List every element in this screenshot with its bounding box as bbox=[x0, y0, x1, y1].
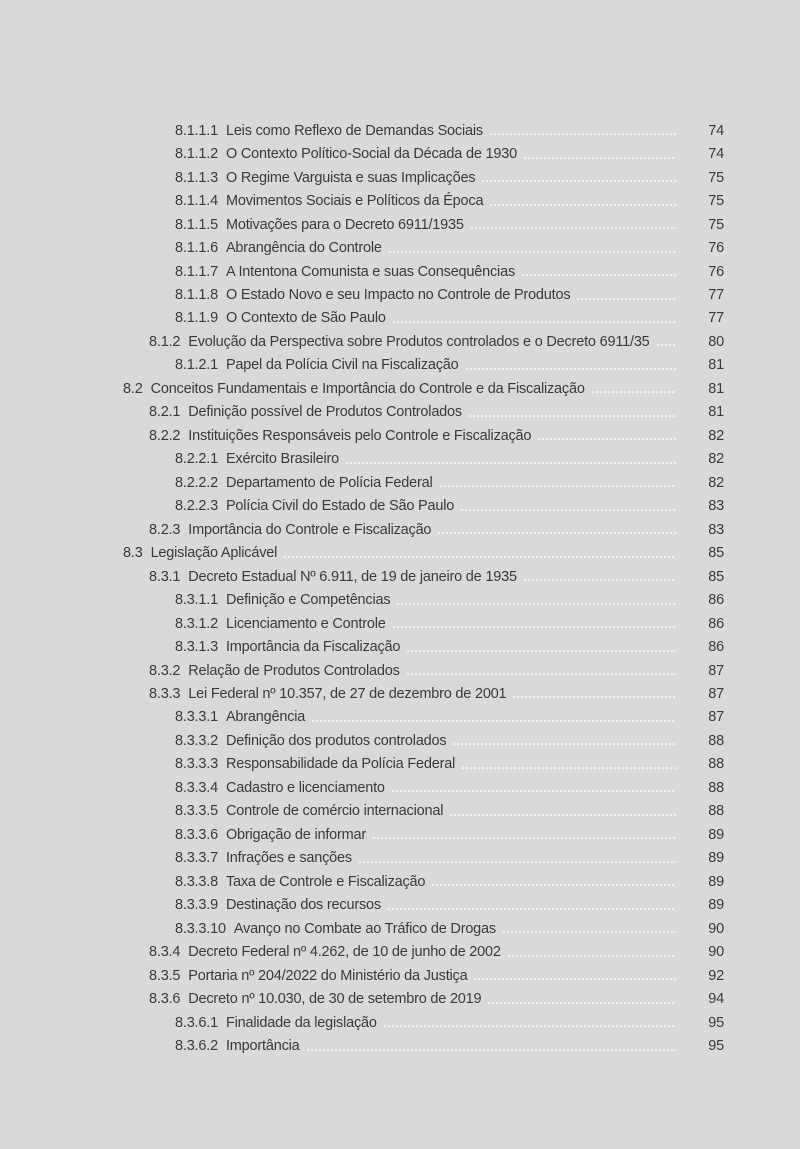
entry-page-number: 88 bbox=[708, 732, 724, 749]
dot-leader bbox=[384, 1025, 676, 1028]
entry-title: Departamento de Polícia Federal bbox=[225, 474, 433, 491]
dot-leader bbox=[577, 298, 676, 301]
dot-leader bbox=[393, 321, 676, 324]
entry-page-number: 85 bbox=[708, 545, 724, 562]
toc-entry[interactable] bbox=[123, 823, 724, 846]
entry-number: 8.3.6.1 bbox=[175, 1014, 218, 1031]
entry-page-number: 76 bbox=[708, 240, 724, 257]
entry-title: Controle de comércio internacional bbox=[225, 803, 444, 820]
entry-title: Evolução da Perspectiva sobre Produtos controlados e o Decreto 6911/35 bbox=[188, 333, 650, 350]
entry-title: Importância bbox=[225, 1038, 300, 1055]
toc-entry[interactable] bbox=[123, 940, 724, 963]
entry-number: 8.3.3 bbox=[149, 685, 181, 702]
entry-title: Instituições Responsáveis pelo Controle e Fiscalização bbox=[188, 427, 532, 444]
dot-leader bbox=[592, 391, 676, 394]
entry-page-number: 82 bbox=[708, 474, 724, 491]
entry-title: Leis como Reflexo de Demandas Sociais bbox=[225, 122, 483, 139]
dot-leader bbox=[462, 767, 676, 770]
entry-number: 8.3.4 bbox=[149, 944, 181, 961]
toc-entry[interactable] bbox=[123, 964, 724, 987]
toc-entry[interactable] bbox=[123, 448, 724, 471]
toc-entry[interactable] bbox=[123, 706, 724, 729]
toc-entry[interactable] bbox=[123, 142, 724, 165]
entry-page-number: 87 bbox=[708, 685, 724, 702]
entry-page-number: 94 bbox=[708, 991, 724, 1008]
toc-entry[interactable] bbox=[123, 729, 724, 752]
dot-leader bbox=[393, 626, 676, 629]
toc-entry[interactable] bbox=[123, 659, 724, 682]
entry-title: O Contexto de São Paulo bbox=[225, 310, 386, 327]
dot-leader bbox=[503, 931, 676, 934]
entry-title: O Estado Novo e seu Impacto no Controle de Produtos bbox=[225, 287, 571, 304]
dot-leader bbox=[453, 743, 676, 746]
entry-number: 8.1.1.5 bbox=[175, 216, 218, 233]
dot-leader bbox=[490, 204, 676, 207]
entry-title: Conceitos Fundamentais e Importância do Controle e da Fiscalização bbox=[150, 380, 585, 397]
toc-entry[interactable] bbox=[123, 354, 724, 377]
dot-leader bbox=[450, 814, 676, 817]
entry-page-number: 87 bbox=[708, 709, 724, 726]
dot-leader bbox=[397, 603, 676, 606]
entry-page-number: 88 bbox=[708, 803, 724, 820]
dot-leader bbox=[524, 157, 676, 160]
toc-entry[interactable] bbox=[123, 471, 724, 494]
entry-title: Movimentos Sociais e Políticos da Época bbox=[225, 193, 484, 210]
toc-entry[interactable] bbox=[123, 753, 724, 776]
entry-title: Exército Brasileiro bbox=[225, 451, 339, 468]
entry-number: 8.3.6.2 bbox=[175, 1038, 218, 1055]
toc-entry[interactable] bbox=[123, 893, 724, 916]
entry-number: 8.1.1.4 bbox=[175, 193, 218, 210]
dot-leader bbox=[373, 837, 676, 840]
dot-leader bbox=[438, 532, 676, 535]
dot-leader bbox=[389, 251, 676, 254]
dot-leader bbox=[488, 1002, 676, 1005]
entry-number: 8.1.1.3 bbox=[175, 169, 218, 186]
entry-page-number: 90 bbox=[708, 944, 724, 961]
entry-page-number: 83 bbox=[708, 521, 724, 538]
dot-leader bbox=[392, 790, 676, 793]
dot-leader bbox=[469, 415, 676, 418]
toc-entry[interactable] bbox=[123, 283, 724, 306]
entry-page-number: 95 bbox=[708, 1038, 724, 1055]
entry-title: Finalidade da legislação bbox=[225, 1014, 377, 1031]
toc-entry[interactable] bbox=[123, 401, 724, 424]
entry-title: Cadastro e licenciamento bbox=[225, 779, 385, 796]
dot-leader bbox=[474, 978, 676, 981]
entry-number: 8.3.1 bbox=[149, 568, 181, 585]
entry-page-number: 80 bbox=[708, 333, 724, 350]
entry-number: 8.3.3.2 bbox=[175, 732, 218, 749]
entry-number: 8.3.3.7 bbox=[175, 850, 218, 867]
entry-title: O Contexto Político-Social da Década de 1930 bbox=[225, 146, 518, 163]
toc-entry[interactable] bbox=[123, 330, 724, 353]
dot-leader bbox=[466, 368, 676, 371]
entry-number: 8.3.1.2 bbox=[175, 615, 218, 632]
toc-entry[interactable] bbox=[123, 588, 724, 611]
entry-number: 8.1.2 bbox=[149, 333, 181, 350]
entry-page-number: 88 bbox=[708, 756, 724, 773]
dot-leader bbox=[407, 673, 676, 676]
dot-leader bbox=[513, 696, 676, 699]
dot-leader bbox=[471, 227, 676, 230]
entry-title: Destinação dos recursos bbox=[225, 897, 381, 914]
toc-entry[interactable] bbox=[123, 847, 724, 870]
entry-number: 8.3.1.1 bbox=[175, 592, 218, 609]
entry-page-number: 81 bbox=[708, 404, 724, 421]
toc-entry[interactable] bbox=[123, 119, 724, 142]
dot-leader bbox=[307, 1049, 676, 1052]
entry-number: 8.1.1.1 bbox=[175, 122, 218, 139]
entry-page-number: 82 bbox=[708, 427, 724, 444]
entry-title: Definição possível de Produtos Controlados bbox=[188, 404, 462, 421]
entry-number: 8.3.3.8 bbox=[175, 873, 218, 890]
entry-number: 8.3.3.4 bbox=[175, 779, 218, 796]
entry-page-number: 90 bbox=[708, 920, 724, 937]
entry-page-number: 85 bbox=[708, 568, 724, 585]
entry-number: 8.1.1.2 bbox=[175, 146, 218, 163]
entry-page-number: 75 bbox=[708, 216, 724, 233]
entry-page-number: 83 bbox=[708, 498, 724, 515]
dot-leader bbox=[538, 438, 676, 441]
toc-entry[interactable] bbox=[123, 166, 724, 189]
entry-title: Lei Federal nº 10.357, de 27 de dezembro de 2001 bbox=[188, 685, 507, 702]
entry-title: Decreto Estadual Nº 6.911, de 19 de janeiro de 1935 bbox=[188, 568, 517, 585]
entry-page-number: 82 bbox=[708, 451, 724, 468]
entry-number: 8.2 bbox=[123, 380, 143, 397]
entry-number: 8.1.1.9 bbox=[175, 310, 218, 327]
entry-page-number: 76 bbox=[708, 263, 724, 280]
dot-leader bbox=[346, 462, 676, 465]
toc-entry[interactable] bbox=[123, 682, 724, 705]
entry-number: 8.3.5 bbox=[149, 967, 181, 984]
toc-entry[interactable] bbox=[123, 612, 724, 635]
dot-leader bbox=[490, 133, 676, 136]
dot-leader bbox=[284, 556, 676, 559]
entry-title: Portaria nº 204/2022 do Ministério da Justiça bbox=[188, 967, 468, 984]
entry-page-number: 74 bbox=[708, 146, 724, 163]
toc-entry[interactable] bbox=[123, 635, 724, 658]
toc-entry[interactable] bbox=[123, 800, 724, 823]
toc-entry[interactable] bbox=[123, 917, 724, 940]
entry-number: 8.2.2 bbox=[149, 427, 181, 444]
entry-title: Decreto Federal nº 4.262, de 10 de junho de 2002 bbox=[188, 944, 501, 961]
toc-entry[interactable] bbox=[123, 236, 724, 259]
entry-page-number: 77 bbox=[708, 287, 724, 304]
entry-page-number: 77 bbox=[708, 310, 724, 327]
entry-title: Motivações para o Decreto 6911/1935 bbox=[225, 216, 464, 233]
entry-number: 8.3.3.6 bbox=[175, 826, 218, 843]
entry-page-number: 92 bbox=[708, 967, 724, 984]
entry-page-number: 89 bbox=[708, 850, 724, 867]
entry-title: Avanço no Combate ao Tráfico de Drogas bbox=[233, 920, 496, 937]
entry-page-number: 74 bbox=[708, 122, 724, 139]
entry-number: 8.1.1.6 bbox=[175, 240, 218, 257]
entry-number: 8.3.1.3 bbox=[175, 639, 218, 656]
entry-number: 8.1.2.1 bbox=[175, 357, 218, 374]
entry-number: 8.3.3.3 bbox=[175, 756, 218, 773]
dot-leader bbox=[508, 955, 676, 958]
entry-title: Legislação Aplicável bbox=[150, 545, 278, 562]
entry-title: Abrangência do Controle bbox=[225, 240, 382, 257]
dot-leader bbox=[440, 485, 676, 488]
toc-entry[interactable] bbox=[123, 1034, 724, 1057]
entry-title: Relação de Produtos Controlados bbox=[188, 662, 400, 679]
dot-leader bbox=[312, 720, 676, 723]
toc-entry[interactable] bbox=[123, 776, 724, 799]
entry-title: Obrigação de informar bbox=[225, 826, 367, 843]
entry-title: Importância do Controle e Fiscalização bbox=[188, 521, 432, 538]
entry-number: 8.3.3.10 bbox=[175, 920, 226, 937]
entry-number: 8.2.2.3 bbox=[175, 498, 218, 515]
dot-leader bbox=[388, 908, 676, 911]
toc-entry[interactable] bbox=[123, 189, 724, 212]
dot-leader bbox=[522, 274, 676, 277]
entry-title: Taxa de Controle e Fiscalização bbox=[225, 873, 426, 890]
entry-number: 8.1.1.8 bbox=[175, 287, 218, 304]
toc-entry[interactable] bbox=[123, 495, 724, 518]
entry-title: O Regime Varguista e suas Implicações bbox=[225, 169, 476, 186]
entry-page-number: 75 bbox=[708, 193, 724, 210]
entry-page-number: 87 bbox=[708, 662, 724, 679]
toc-entry[interactable] bbox=[123, 870, 724, 893]
entry-title: Responsabilidade da Polícia Federal bbox=[225, 756, 456, 773]
entry-page-number: 95 bbox=[708, 1014, 724, 1031]
entry-page-number: 86 bbox=[708, 639, 724, 656]
entry-number: 8.3 bbox=[123, 545, 143, 562]
toc-entry[interactable] bbox=[123, 377, 724, 400]
toc-entry[interactable] bbox=[123, 260, 724, 283]
entry-page-number: 81 bbox=[708, 380, 724, 397]
entry-page-number: 86 bbox=[708, 592, 724, 609]
entry-title: A Intentona Comunista e suas Consequências bbox=[225, 263, 515, 280]
toc-entry[interactable] bbox=[123, 565, 724, 588]
entry-number: 8.3.6 bbox=[149, 991, 181, 1008]
entry-page-number: 89 bbox=[708, 873, 724, 890]
dot-leader bbox=[461, 509, 676, 512]
entry-title: Licenciamento e Controle bbox=[225, 615, 386, 632]
entry-title: Abrangência bbox=[225, 709, 306, 726]
dot-leader bbox=[524, 579, 676, 582]
entry-page-number: 86 bbox=[708, 615, 724, 632]
entry-number: 8.2.2.2 bbox=[175, 474, 218, 491]
entry-number: 8.2.2.1 bbox=[175, 451, 218, 468]
toc-entry[interactable] bbox=[123, 541, 724, 564]
entry-title: Decreto nº 10.030, de 30 de setembro de 2019 bbox=[188, 991, 482, 1008]
toc-entry[interactable] bbox=[123, 518, 724, 541]
entry-title: Definição dos produtos controlados bbox=[225, 732, 447, 749]
toc-entry[interactable] bbox=[123, 1011, 724, 1034]
entry-page-number: 75 bbox=[708, 169, 724, 186]
entry-number: 8.1.1.7 bbox=[175, 263, 218, 280]
entry-number: 8.3.2 bbox=[149, 662, 181, 679]
entry-title: Polícia Civil do Estado de São Paulo bbox=[225, 498, 455, 515]
toc-entry[interactable] bbox=[123, 424, 724, 447]
dot-leader bbox=[432, 884, 676, 887]
table-of-contents bbox=[123, 119, 724, 1058]
entry-title: Definição e Competências bbox=[225, 592, 391, 609]
entry-title: Infrações e sanções bbox=[225, 850, 352, 867]
dot-leader bbox=[657, 344, 676, 347]
entry-number: 8.2.3 bbox=[149, 521, 181, 538]
toc-entry[interactable] bbox=[123, 987, 724, 1010]
entry-page-number: 81 bbox=[708, 357, 724, 374]
entry-number: 8.3.3.1 bbox=[175, 709, 218, 726]
entry-title: Papel da Polícia Civil na Fiscalização bbox=[225, 357, 459, 374]
toc-entry[interactable] bbox=[123, 213, 724, 236]
dot-leader bbox=[407, 650, 676, 653]
entry-number: 8.2.1 bbox=[149, 404, 181, 421]
toc-entry[interactable] bbox=[123, 307, 724, 330]
entry-number: 8.3.3.5 bbox=[175, 803, 218, 820]
dot-leader bbox=[359, 861, 676, 864]
entry-number: 8.3.3.9 bbox=[175, 897, 218, 914]
dot-leader bbox=[482, 180, 676, 183]
entry-page-number: 89 bbox=[708, 826, 724, 843]
entry-page-number: 89 bbox=[708, 897, 724, 914]
entry-title: Importância da Fiscalização bbox=[225, 639, 401, 656]
entry-page-number: 88 bbox=[708, 779, 724, 796]
